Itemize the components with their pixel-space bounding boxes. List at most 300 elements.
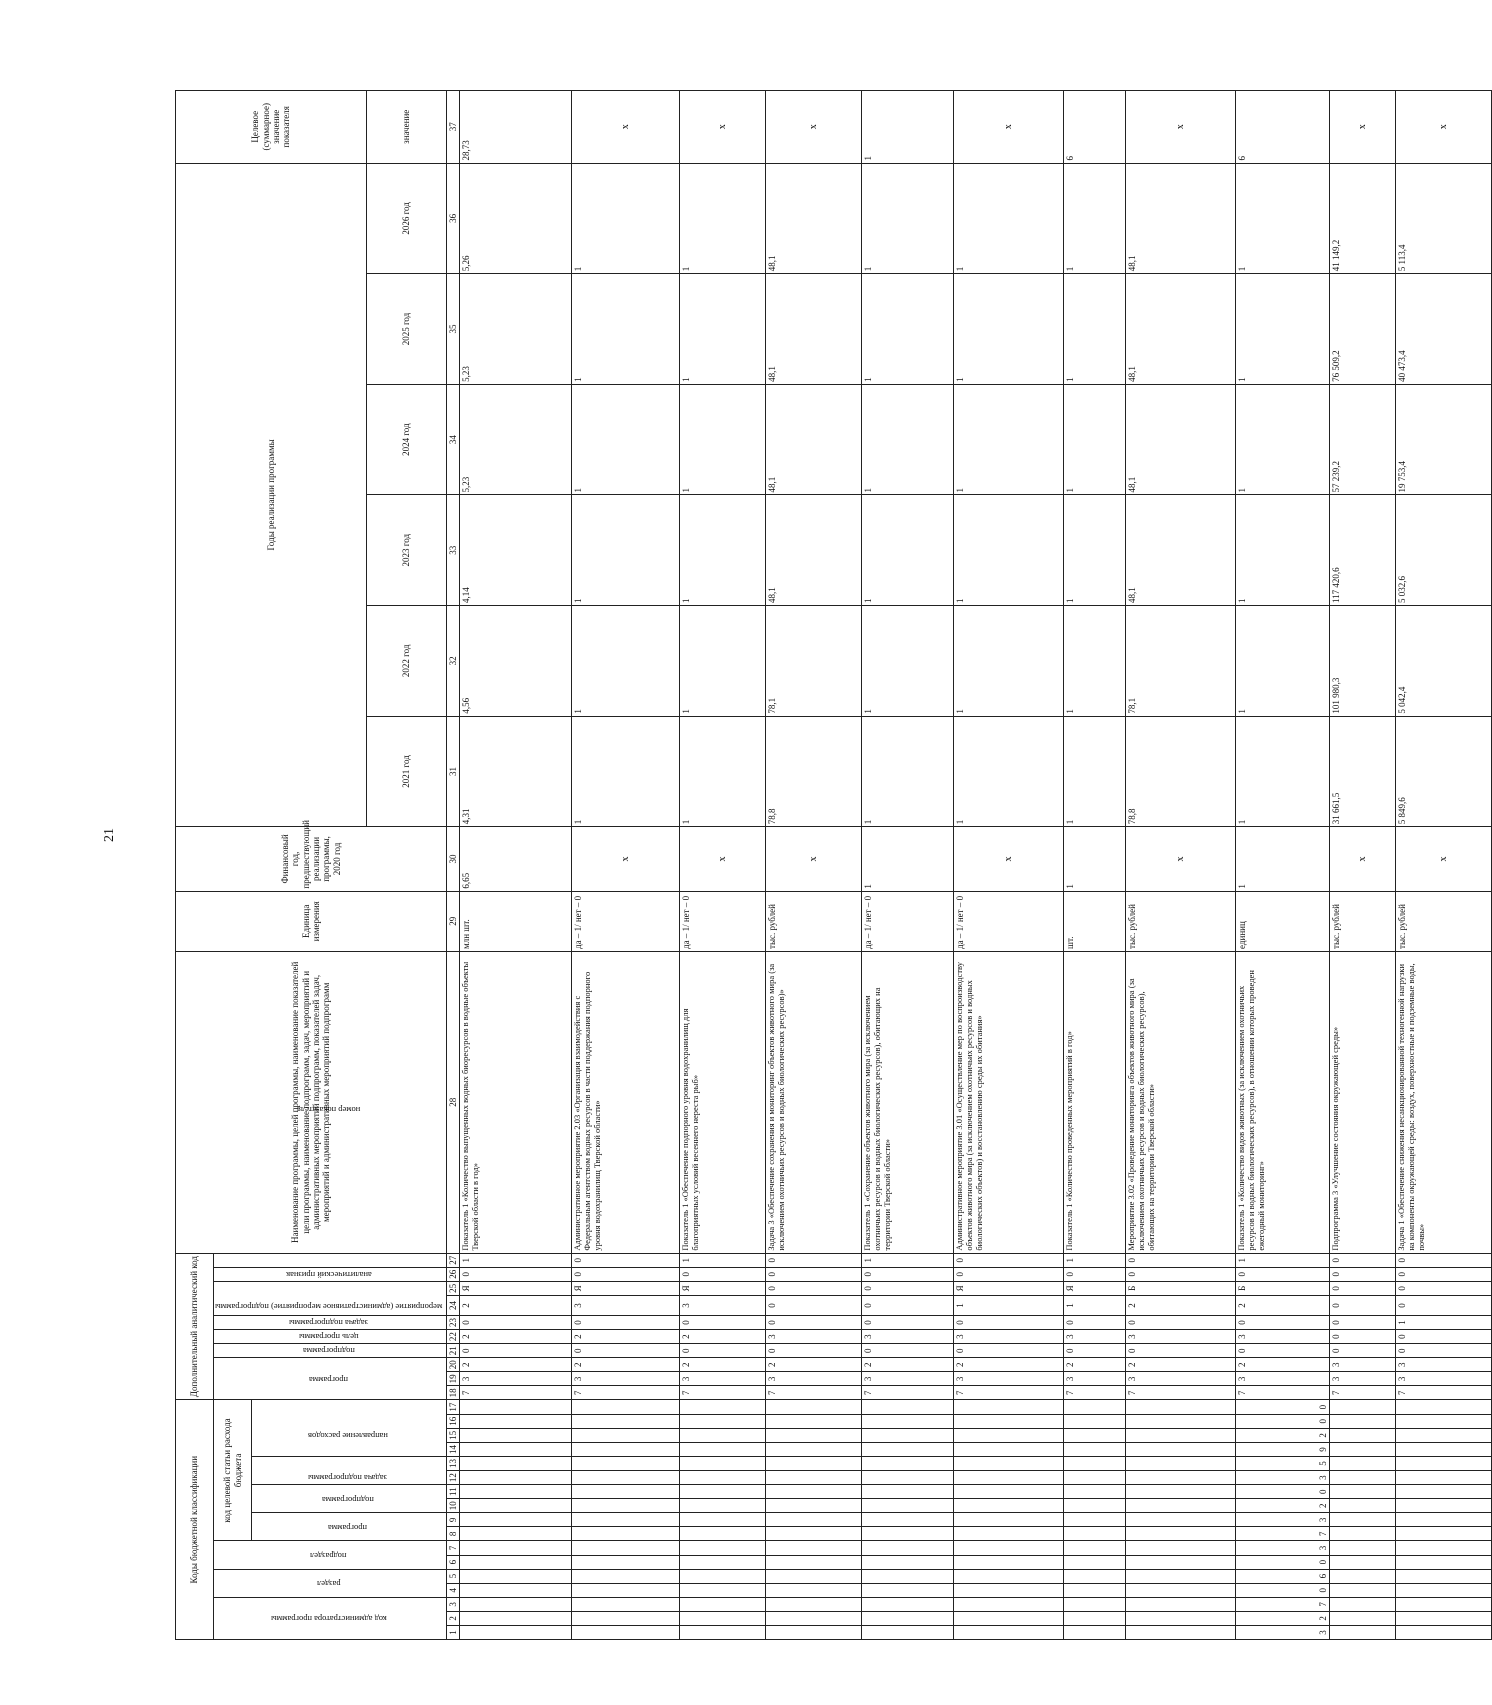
- row-year-value: 4,56: [460, 606, 572, 717]
- budget-code-digit: 0: [1236, 1485, 1330, 1499]
- budget-code-digit: [766, 1414, 862, 1428]
- analytic-code-digit: 1: [1396, 1315, 1492, 1329]
- row-year-value: 48,1: [766, 384, 862, 495]
- budget-code-digit: [460, 1456, 572, 1470]
- row-year-value: 1: [1064, 606, 1126, 717]
- row-year-value: 5 042,4: [1396, 606, 1492, 717]
- budget-code-digit: [680, 1471, 766, 1485]
- table-body: [460, 91, 1492, 1640]
- row-target-value: х: [680, 91, 766, 164]
- budget-code-digit: [954, 1456, 1064, 1470]
- column-number: 18: [447, 1386, 460, 1400]
- row-name: Подпрограмма 3 «Улучшение состояния окружающей среды»: [1330, 951, 1396, 1253]
- budget-code-digit: [766, 1513, 862, 1527]
- analytic-code-digit: 1: [1064, 1253, 1126, 1267]
- table-row: [1236, 91, 1330, 1640]
- analytic-code-digit: 0: [1330, 1344, 1396, 1358]
- budget-code-digit: [862, 1541, 954, 1555]
- target-value-header: значение: [367, 91, 447, 164]
- budget-code-digit: [1064, 1414, 1126, 1428]
- budget-code-digit: [766, 1527, 862, 1541]
- budget-code-digit: [1396, 1583, 1492, 1597]
- row-unit: тыс. рублей: [766, 891, 862, 951]
- budget-code-digit: 3: [1236, 1471, 1330, 1485]
- analytic-code-digit: 3: [572, 1295, 680, 1315]
- table-row: [460, 91, 572, 1640]
- budget-code-digit: [460, 1527, 572, 1541]
- budget-code-digit: [1396, 1456, 1492, 1470]
- column-number: 26: [447, 1267, 460, 1281]
- row-unit: тыс. рублей: [1126, 891, 1236, 951]
- column-number: 1: [447, 1625, 460, 1639]
- column-number: 2: [447, 1611, 460, 1625]
- budget-code-digit: [1396, 1442, 1492, 1456]
- budget-code-digit: [572, 1485, 680, 1499]
- analytic-code-digit: 1: [1236, 1253, 1330, 1267]
- row-year-value: 1: [572, 384, 680, 495]
- budget-code-digit: [460, 1583, 572, 1597]
- row-target-value: 28,73: [460, 91, 572, 164]
- budget-code-digit: [460, 1555, 572, 1569]
- column-number: 36: [447, 163, 460, 274]
- budget-code-digit: [460, 1569, 572, 1583]
- analytic-code-digit: 7: [1396, 1386, 1492, 1400]
- analytic-code-digit: 7: [572, 1386, 680, 1400]
- budget-code-digit: [954, 1569, 1064, 1583]
- analytic-code-digit: Я: [680, 1281, 766, 1295]
- row-year-value: 1: [572, 606, 680, 717]
- row-year-value: 1: [954, 274, 1064, 385]
- analytic-code-digit: 0: [862, 1267, 954, 1281]
- analytic-code-digit: 0: [460, 1315, 572, 1329]
- budget-code-digit: 7: [1236, 1597, 1330, 1611]
- row-year-value: 1: [1064, 384, 1126, 495]
- analytic-code-header: Дополнительный аналитический код: [176, 1253, 214, 1400]
- row-fin-year-value: х: [1126, 827, 1236, 891]
- row-year-value: 78,1: [1126, 606, 1236, 717]
- fin-year-header: Финансовый год, предшествующий реализации программы, 2020 год: [176, 827, 447, 891]
- budget-code-digit: [954, 1513, 1064, 1527]
- analytic-code-digit: 7: [460, 1386, 572, 1400]
- analytic-code-digit: 2: [1126, 1295, 1236, 1315]
- budget-code-digit: [680, 1456, 766, 1470]
- budget-code-digit: [1126, 1442, 1236, 1456]
- row-year-value: 41 149,2: [1330, 163, 1396, 274]
- budget-code-digit: [1126, 1499, 1236, 1513]
- row-year-value: 4,14: [460, 495, 572, 606]
- admin-code-header: код администратора программы: [214, 1597, 447, 1639]
- column-number: 22: [447, 1330, 460, 1344]
- analytic-code-digit: 3: [680, 1295, 766, 1315]
- analytic-code-digit: 3: [1126, 1330, 1236, 1344]
- analytic-code-digit: 0: [572, 1267, 680, 1281]
- analytic-code-digit: 0: [954, 1315, 1064, 1329]
- analytic-code-digit: 0: [1064, 1344, 1126, 1358]
- row-target-value: х: [1396, 91, 1492, 164]
- row-target-value: х: [1330, 91, 1396, 164]
- row-fin-year-value: х: [1396, 827, 1492, 891]
- budget-code-digit: [1396, 1541, 1492, 1555]
- budget-code-digit: [1330, 1428, 1396, 1442]
- column-number: 9: [447, 1513, 460, 1527]
- analytic-code-digit: Я: [1064, 1281, 1126, 1295]
- budget-code-digit: [766, 1456, 862, 1470]
- row-year-value: 48,1: [766, 163, 862, 274]
- analytic-code-digit: 3: [1236, 1330, 1330, 1344]
- budget-code-digit: [1064, 1611, 1126, 1625]
- budget-code-digit: [680, 1583, 766, 1597]
- analytic-code-digit: 0: [1330, 1315, 1396, 1329]
- budget-code-digit: [680, 1569, 766, 1583]
- budget-code-digit: [766, 1485, 862, 1499]
- row-fin-year-value: х: [572, 827, 680, 891]
- analytic-code-digit: 0: [572, 1315, 680, 1329]
- row-year-value: 5,23: [460, 384, 572, 495]
- budget-code-digit: [1126, 1569, 1236, 1583]
- budget-code-digit: [1126, 1456, 1236, 1470]
- analytic-code-digit: 0: [572, 1344, 680, 1358]
- budget-code-digit: [954, 1414, 1064, 1428]
- table-row: [1396, 91, 1492, 1640]
- analytic-code-digit: Я: [572, 1281, 680, 1295]
- analytic-code-digit: 0: [1330, 1281, 1396, 1295]
- analytic-code-digit: 2: [1236, 1295, 1330, 1315]
- budget-code-digit: [1330, 1541, 1396, 1555]
- analytic-code-digit: 3: [766, 1372, 862, 1386]
- analytic-code-digit: Б: [1126, 1281, 1236, 1295]
- row-unit: тыс. рублей: [1330, 891, 1396, 951]
- row-year-value: 48,1: [1126, 274, 1236, 385]
- analytic-code-digit: 0: [1396, 1330, 1492, 1344]
- row-year-value: 5,23: [460, 274, 572, 385]
- analytic-code-digit: 0: [1064, 1267, 1126, 1281]
- column-number: 35: [447, 274, 460, 385]
- row-name: Административное мероприятие 3.01 «Осуществление мер по воспроизводству объектов животного мира (за исключением охотничьих ресурсов и водных биологических объектов) и восстановлению среды их обитания»: [954, 951, 1064, 1253]
- budget-code-digit: [460, 1611, 572, 1625]
- budget-code-digit: [572, 1611, 680, 1625]
- budget-code-digit: [572, 1597, 680, 1611]
- row-unit: шт.: [1064, 891, 1126, 951]
- year-2025-header: 2025 год: [367, 274, 447, 385]
- row-name: Задача 1 «Обеспечение снижения несанкционированной техногенной нагрузки на компоненты окружающей среды: воздух, поверхностные и подземные воды, почвы»: [1396, 951, 1492, 1253]
- row-year-value: 1: [954, 384, 1064, 495]
- years-header: Годы реализации программы: [176, 163, 367, 827]
- budget-code-digit: 3: [1236, 1513, 1330, 1527]
- budget-code-digit: [1126, 1625, 1236, 1639]
- budget-code-digit: [954, 1499, 1064, 1513]
- budget-code-digit: [572, 1513, 680, 1527]
- analytic-code-digit: 7: [862, 1386, 954, 1400]
- analytic-code-digit: 3: [680, 1372, 766, 1386]
- budget-code-digit: [766, 1555, 862, 1569]
- analytic-code-digit: 2: [766, 1358, 862, 1372]
- analytic-code-digit: Я: [954, 1281, 1064, 1295]
- row-fin-year-value: х: [680, 827, 766, 891]
- row-year-value: 1: [680, 716, 766, 827]
- budget-code-digit: 2: [1236, 1611, 1330, 1625]
- budget-code-digit: [1396, 1414, 1492, 1428]
- analytic-code-digit: 0: [460, 1267, 572, 1281]
- budget-code-digit: [862, 1414, 954, 1428]
- budget-code-digit: 3: [1236, 1625, 1330, 1639]
- budget-code-digit: [862, 1428, 954, 1442]
- budget-code-digit: [1330, 1597, 1396, 1611]
- budget-code-digit: [572, 1456, 680, 1470]
- analytic-code-digit: 0: [862, 1281, 954, 1295]
- budget-code-digit: [680, 1611, 766, 1625]
- row-year-value: 78,8: [1126, 716, 1236, 827]
- budget-code-digit: [680, 1513, 766, 1527]
- row-fin-year-value: 1: [1236, 827, 1330, 891]
- column-number: 8: [447, 1527, 460, 1541]
- budget-code-digit: [1126, 1428, 1236, 1442]
- budget-code-digit: [954, 1597, 1064, 1611]
- budget-code-digit: [1330, 1625, 1396, 1639]
- budget-code-digit: [1330, 1569, 1396, 1583]
- table-row: [572, 91, 680, 1640]
- budget-code-digit: [1330, 1485, 1396, 1499]
- column-number: 13: [447, 1456, 460, 1470]
- analytic-code-digit: 3: [954, 1330, 1064, 1344]
- row-year-value: 1: [862, 606, 954, 717]
- budget-code-digit: [460, 1428, 572, 1442]
- budget-code-digit: 0: [1236, 1400, 1330, 1414]
- analytic-code-digit: 7: [954, 1386, 1064, 1400]
- column-number: 4: [447, 1583, 460, 1597]
- budget-code-digit: [1064, 1555, 1126, 1569]
- budget-code-digit: [680, 1527, 766, 1541]
- table-row: [1064, 91, 1126, 1640]
- budget-code-digit: [460, 1442, 572, 1456]
- row-year-value: 1: [1236, 163, 1330, 274]
- budget-code-digit: [1064, 1513, 1126, 1527]
- analytic-code-digit: 0: [1236, 1315, 1330, 1329]
- rotated-table-frame: [175, 90, 1450, 1640]
- row-unit: единиц: [1236, 891, 1330, 951]
- row-year-value: 1: [680, 495, 766, 606]
- analytic-code-digit: 0: [1330, 1253, 1396, 1267]
- analytic-code-digit: 1: [460, 1253, 572, 1267]
- column-number: 16: [447, 1414, 460, 1428]
- budget-code-digit: [1396, 1400, 1492, 1414]
- analytic-code-digit: 0: [954, 1267, 1064, 1281]
- analytic-code-digit: 0: [1396, 1253, 1492, 1267]
- column-number: 37: [447, 91, 460, 164]
- page-number: 21: [102, 828, 117, 842]
- budget-code-digit: [862, 1597, 954, 1611]
- column-number: 21: [447, 1344, 460, 1358]
- budget-code-digit: [572, 1541, 680, 1555]
- row-year-value: 1: [862, 274, 954, 385]
- budget-code-digit: [1064, 1456, 1126, 1470]
- an-program-header: программа: [214, 1358, 447, 1400]
- analytic-code-digit: 0: [1396, 1344, 1492, 1358]
- budget-code-digit: [766, 1400, 862, 1414]
- column-number: 12: [447, 1471, 460, 1485]
- budget-code-digit: [862, 1485, 954, 1499]
- budget-code-digit: [1126, 1485, 1236, 1499]
- row-year-value: 1: [680, 163, 766, 274]
- budget-code-digit: [862, 1569, 954, 1583]
- row-year-value: 1: [572, 716, 680, 827]
- row-target-value: х: [954, 91, 1064, 164]
- program-code-header: программа: [252, 1513, 447, 1541]
- budget-code-digit: [954, 1442, 1064, 1456]
- row-fin-year-value: 6,65: [460, 827, 572, 891]
- analytic-code-digit: 0: [1126, 1253, 1236, 1267]
- budget-code-digit: [1330, 1499, 1396, 1513]
- budget-code-digit: [1330, 1527, 1396, 1541]
- year-2022-header: 2022 год: [367, 606, 447, 717]
- analytic-code-digit: 0: [1396, 1267, 1492, 1281]
- analytic-code-digit: 7: [1064, 1386, 1126, 1400]
- budget-code-digit: [1330, 1555, 1396, 1569]
- budget-code-digit: [766, 1597, 862, 1611]
- year-2024-header: 2024 год: [367, 384, 447, 495]
- budget-code-digit: [1396, 1625, 1492, 1639]
- analytic-code-digit: Б: [1236, 1281, 1330, 1295]
- row-year-value: 48,1: [1126, 384, 1236, 495]
- analytic-code-digit: 0: [766, 1281, 862, 1295]
- budget-code-digit: [1396, 1597, 1492, 1611]
- row-year-value: 4,31: [460, 716, 572, 827]
- row-year-value: 101 980,3: [1330, 606, 1396, 717]
- budget-code-digit: [1330, 1471, 1396, 1485]
- row-fin-year-value: 1: [862, 827, 954, 891]
- analytic-code-digit: 0: [460, 1344, 572, 1358]
- table-row: [1330, 91, 1396, 1640]
- column-number: 14: [447, 1442, 460, 1456]
- budget-code-digit: [572, 1625, 680, 1639]
- analytic-code-digit: 2: [680, 1358, 766, 1372]
- analytic-code-digit: 2: [1126, 1358, 1236, 1372]
- budget-code-digit: [1396, 1513, 1492, 1527]
- column-number: 3: [447, 1597, 460, 1611]
- budget-code-digit: [954, 1583, 1064, 1597]
- budget-code-digit: [1064, 1400, 1126, 1414]
- budget-code-digit: [460, 1625, 572, 1639]
- budget-code-digit: 5: [1236, 1456, 1330, 1470]
- analytic-code-digit: 0: [1126, 1267, 1236, 1281]
- row-year-value: 1: [1064, 495, 1126, 606]
- budget-code-digit: 6: [1236, 1569, 1330, 1583]
- row-year-value: 78,8: [766, 716, 862, 827]
- row-target-value: 6: [1064, 91, 1126, 164]
- budget-code-digit: [1396, 1471, 1492, 1485]
- table-row: [1126, 91, 1236, 1640]
- budget-code-digit: [680, 1555, 766, 1569]
- year-2023-header: 2023 год: [367, 495, 447, 606]
- row-unit: тыс. рублей: [1396, 891, 1492, 951]
- task-subprogram-header: задача подпрограммы: [252, 1456, 447, 1484]
- unit-header: Единица измерения: [176, 891, 447, 951]
- column-number: 6: [447, 1555, 460, 1569]
- row-year-value: 1: [954, 495, 1064, 606]
- analytic-code-digit: 3: [572, 1372, 680, 1386]
- budget-code-digit: [766, 1442, 862, 1456]
- budget-code-digit: 2: [1236, 1499, 1330, 1513]
- column-number: 11: [447, 1485, 460, 1499]
- row-year-value: 1: [862, 163, 954, 274]
- budget-code-digit: [1126, 1414, 1236, 1428]
- budget-code-digit: [1396, 1428, 1492, 1442]
- row-year-value: 1: [1064, 716, 1126, 827]
- budget-code-digit: [862, 1583, 954, 1597]
- analytic-code-digit: 0: [680, 1344, 766, 1358]
- budget-code-digit: [1330, 1611, 1396, 1625]
- row-year-value: 1: [1236, 384, 1330, 495]
- table-row: [680, 91, 766, 1640]
- column-number: 23: [447, 1315, 460, 1329]
- analytic-code-digit: 1: [680, 1253, 766, 1267]
- an-goal-header: цель программы: [214, 1330, 447, 1344]
- budget-code-digit: [766, 1541, 862, 1555]
- budget-code-digit: [572, 1471, 680, 1485]
- analytic-code-digit: 0: [766, 1253, 862, 1267]
- row-year-value: 5 032,6: [1396, 495, 1492, 606]
- analytic-code-digit: 3: [1330, 1358, 1396, 1372]
- analytic-code-digit: 3: [460, 1372, 572, 1386]
- analytic-code-digit: 0: [1330, 1267, 1396, 1281]
- budget-code-digit: [766, 1625, 862, 1639]
- program-indicators-table: [175, 90, 1492, 1640]
- budget-code-digit: [1126, 1597, 1236, 1611]
- budget-code-digit: [766, 1428, 862, 1442]
- budget-code-digit: [862, 1499, 954, 1513]
- budget-code-digit: [680, 1499, 766, 1513]
- analytic-code-digit: 0: [1064, 1315, 1126, 1329]
- analytic-code-digit: 0: [862, 1315, 954, 1329]
- budget-code-digit: [680, 1442, 766, 1456]
- analytic-code-digit: 3: [1064, 1330, 1126, 1344]
- budget-code-digit: [1126, 1611, 1236, 1625]
- row-unit: да – 1/ нет – 0: [680, 891, 766, 951]
- budget-code-digit: [1396, 1527, 1492, 1541]
- subprogram-code-header: подпрограмма: [252, 1485, 447, 1513]
- analytic-code-digit: 0: [1330, 1330, 1396, 1344]
- analytic-code-digit: 0: [766, 1267, 862, 1281]
- row-name: Показатель 1 «Количество видов животных (за исключением охотничьих ресурсов и водных биологических ресурсов), в отношении которых проведен ежегодный мониторинг»: [1236, 951, 1330, 1253]
- analytic-code-digit: 3: [1064, 1372, 1126, 1386]
- budget-code-digit: 0: [1236, 1414, 1330, 1428]
- column-number: 19: [447, 1372, 460, 1386]
- budget-code-digit: [572, 1555, 680, 1569]
- analytic-code-digit: 0: [1396, 1281, 1492, 1295]
- target-header: Целевое (суммарное) значение показателя: [176, 91, 367, 164]
- budget-code-digit: 7: [1236, 1527, 1330, 1541]
- row-target-value: х: [572, 91, 680, 164]
- name-header: Наименование программы, целей программы, наименование показателей цели программы, наименование подпрограмм, задач, мероприятий и административных мероприятий подпрограмм, показателей задач, мероприятий и административных мероприятий подпрограмм: [176, 951, 447, 1253]
- analytic-code-digit: 3: [1396, 1372, 1492, 1386]
- analytic-code-digit: 0: [1126, 1344, 1236, 1358]
- column-number: 17: [447, 1400, 460, 1414]
- column-number: 29: [447, 891, 460, 951]
- budget-code-digit: [1330, 1400, 1396, 1414]
- row-year-value: 31 661,5: [1330, 716, 1396, 827]
- budget-code-digit: [954, 1527, 1064, 1541]
- budget-code-digit: [1396, 1485, 1492, 1499]
- row-fin-year-value: х: [1330, 827, 1396, 891]
- analytic-code-digit: 0: [954, 1344, 1064, 1358]
- column-number: 7: [447, 1541, 460, 1555]
- row-year-value: 1: [572, 495, 680, 606]
- budget-code-digit: [862, 1442, 954, 1456]
- analytic-code-digit: 2: [1064, 1358, 1126, 1372]
- budget-code-digit: [1064, 1569, 1126, 1583]
- budget-code-digit: [766, 1471, 862, 1485]
- budget-code-digit: [460, 1400, 572, 1414]
- row-year-value: 1: [680, 606, 766, 717]
